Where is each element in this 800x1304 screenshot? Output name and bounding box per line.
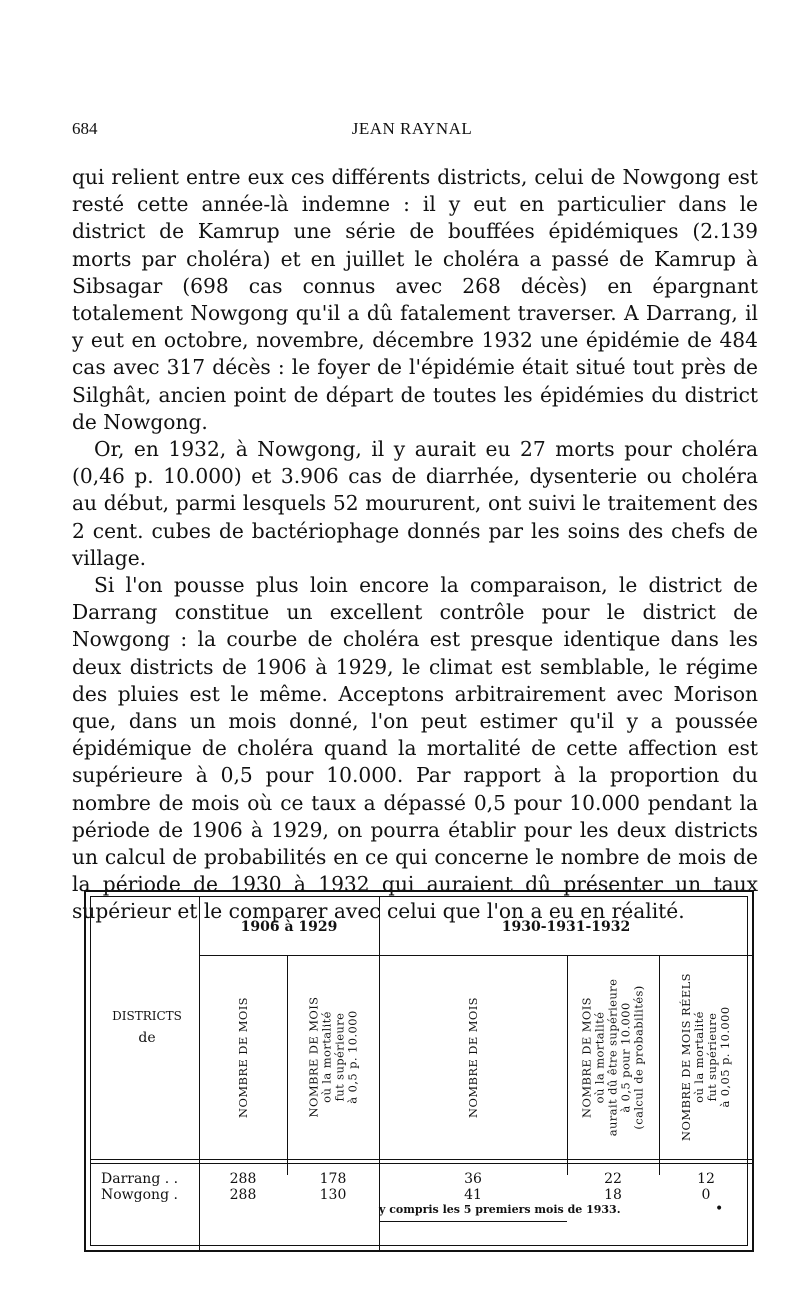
row-darrang-c1: 288 bbox=[229, 1171, 257, 1187]
col-header-expected-months-text bbox=[581, 978, 646, 1136]
districts-header bbox=[95, 1005, 199, 1049]
col-header-months-1930-text: NOMBRE DE MOIS bbox=[465, 996, 480, 1118]
col-header-months-1930 bbox=[379, 955, 567, 1159]
row-nowgong-c1: 288 bbox=[229, 1187, 257, 1203]
col4-line-1: NOMBRE DE MOIS bbox=[579, 996, 594, 1118]
col-header-months-1906 bbox=[199, 955, 287, 1159]
running-head-author: JEAN RAYNAL bbox=[351, 119, 473, 138]
col4-line-2: où la mortalité bbox=[592, 1011, 607, 1103]
row-nowgong-c4: 18 bbox=[604, 1187, 622, 1203]
running-head bbox=[72, 119, 752, 145]
districts-label: DISTRICTS bbox=[112, 1009, 182, 1023]
col-header-real-months bbox=[659, 955, 753, 1159]
row-nowgong-c3: 41 bbox=[464, 1187, 482, 1203]
col5-line-3: fut supérieure bbox=[705, 1012, 720, 1102]
col4-line-3: aurait dû être supérieure bbox=[605, 978, 620, 1136]
col2-line-3: fut supérieure bbox=[332, 1012, 347, 1102]
col-header-expected-months bbox=[567, 955, 659, 1159]
col2-line-4: à 0,5 p. 10.000 bbox=[345, 1010, 360, 1104]
col2-line-1: NOMBRE DE MOIS bbox=[306, 996, 321, 1118]
col4-line-4: à 0,5 pour 10.000 bbox=[618, 1001, 633, 1113]
row-darrang-c4: 22 bbox=[604, 1171, 622, 1187]
bullet-mark: • bbox=[715, 1201, 724, 1217]
districts-de: de bbox=[138, 1030, 156, 1046]
table-hline-note bbox=[379, 1221, 567, 1222]
row-darrang-c2: 178 bbox=[319, 1171, 347, 1187]
col2-line-2: où la mortalité bbox=[319, 1011, 334, 1103]
table-inner-frame bbox=[90, 896, 748, 1246]
page-number: 684 bbox=[72, 119, 98, 138]
col5-line-4: à 0,05 p. 10.000 bbox=[718, 1006, 733, 1108]
col-header-months-above-1906 bbox=[287, 955, 379, 1159]
group-head-1930-1932: 1930-1931-1932 bbox=[501, 919, 631, 935]
col5-line-2: où la mortalité bbox=[692, 1011, 707, 1103]
table-footnote: y compris les 5 premiers mois de 1933. bbox=[379, 1203, 621, 1216]
paragraph-1: qui relient entre eux ces différents districts, celui de Nowgong est resté cette année-là indemne : il y eut en particulier dans le district de Kamrup une série de bouffées épidémiques (2.139 morts par choléra) et en juillet le choléra a passé de Kamrup à Sibsagar (698 cas connus avec 268 décès) en épargnant totalement Nowgong qu'il a dû fatalement traverser. A Darrang, il y eut en octobre, novembre, décembre 1932 une épidémie de 484 cas avec 317 décès : le foyer de l'épidémie était situé tout près de Silghât, ancien point de départ de toutes les épidémies du district de Nowgong. bbox=[72, 165, 758, 434]
row-nowgong-district: Nowgong . bbox=[101, 1187, 178, 1203]
group-head-1906-1929: 1906 à 1929 bbox=[240, 919, 338, 935]
paragraph-2: Or, en 1932, à Nowgong, il y aurait eu 27 morts pour choléra (0,46 p. 10.000) et 3.906 cas de diarrhée, dysenterie ou choléra au début, parmi lesquels 52 moururent, ont suivi le traitement des 2 cent. cubes de bactériophage donnés par les soins des chefs de village. bbox=[72, 437, 758, 570]
row-darrang-district: Darrang . . bbox=[101, 1171, 179, 1187]
col-header-months-above-1906-text bbox=[307, 997, 359, 1118]
row-darrang-c5: 12 bbox=[697, 1171, 715, 1187]
statistics-table bbox=[84, 890, 754, 1252]
col-header-real-months-text bbox=[680, 973, 732, 1141]
row-darrang-c3: 36 bbox=[464, 1171, 482, 1187]
table-hline-header-2 bbox=[91, 1163, 753, 1164]
col4-line-5: (calcul de probabilités) bbox=[631, 984, 646, 1130]
col5-line-1: NOMBRE DE MOIS RÉELS bbox=[679, 973, 694, 1141]
col-header-months-1906-text: NOMBRE DE MOIS bbox=[235, 996, 250, 1118]
paragraph-3: Si l'on pousse plus loin encore la comparaison, le district de Darrang constitue un excellent contrôle pour le district de Nowgong : la courbe de choléra est presque identique dans les deux districts de 1906 à 1929, le climat est semblable, le régime des pluies est le même. Acceptons arbitrairement avec Morison que, dans un mois donné, l'on peut estimer qu'il y a poussée épidémique de choléra quand la mortalité de cette affection est supérieure à 0,5 pour 10.000. Par rapport à la proportion du nombre de mois où ce taux a dépassé 0,5 pour 10.000 pendant la période de 1906 à 1929, on pourra établir pour les deux districts un calcul de probabilités en ce qui concerne le nombre de mois de la période de 1930 à 1932 qui auraient dû présenter un taux supérieur et le comparer avec celui que l'on a eu en réalité. bbox=[72, 573, 758, 924]
body-text bbox=[72, 164, 758, 926]
row-nowgong-c5: 0 bbox=[701, 1187, 711, 1203]
row-nowgong-c2: 130 bbox=[319, 1187, 347, 1203]
table-hline-header-1 bbox=[91, 1159, 753, 1160]
